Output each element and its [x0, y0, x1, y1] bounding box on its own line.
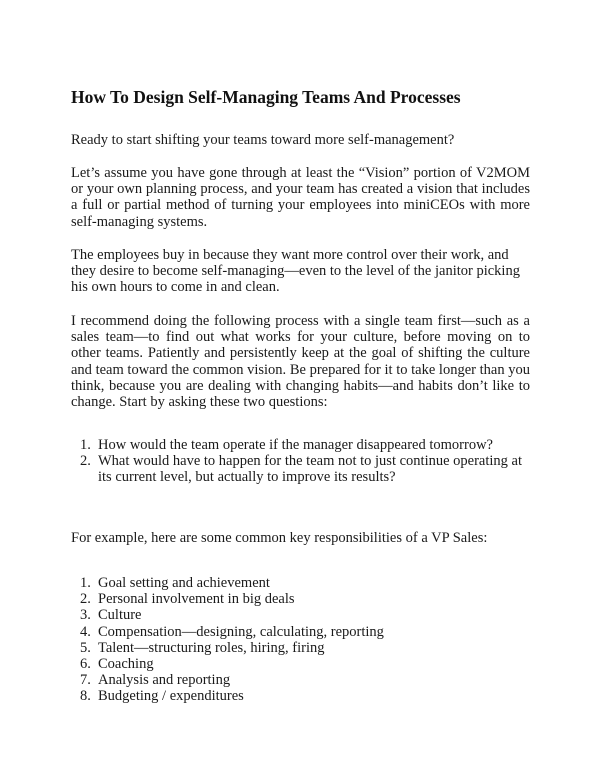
list-item: [71, 437, 533, 453]
list-item-number: 1.: [80, 575, 91, 591]
vision-paragraph: Let’s assume you have gone through at least the “Vision” portion of V2MOM or your own planning process, and your team has created a vision that includes a full or partial method of turning your employees into miniCEOs with more self-managing systems.: [71, 165, 530, 230]
list-item: [71, 624, 533, 640]
intro-paragraph: Ready to start shifting your teams toward more self-management?: [71, 132, 455, 148]
list-item-text: What would have to happen for the team not to just continue operating at its current level, but actually to improve its results?: [98, 453, 523, 486]
list-item-text: Analysis and reporting: [98, 672, 231, 689]
list-item-number: 7.: [80, 672, 91, 689]
list-item-text: Budgeting / expenditures: [98, 688, 244, 705]
list-item: [71, 688, 533, 704]
list-item-text: Compensation—designing, calculating, reporting: [98, 623, 384, 640]
list-item: [71, 672, 533, 688]
list-item: [71, 656, 533, 672]
list-item-number: 4.: [80, 623, 91, 640]
document-title: How To Design Self-Managing Teams And Processes: [71, 87, 461, 107]
list-item-text: Coaching: [98, 656, 154, 673]
questions-list: [71, 437, 533, 486]
process-paragraph: I recommend doing the following process with a single team first—such as a sales team—to find out what works for your culture, before moving on to other teams. Patiently and persistently keep at the goal of shifting the culture and team toward the common vision. Be prepared for it to take longer than you think, because you are dealing with changing habits—and habits don’t like to change. Start by asking these two questions:: [71, 313, 530, 411]
list-item-number: 2.: [80, 453, 91, 470]
list-item: [71, 640, 533, 656]
list-item-text: Goal setting and achievement: [98, 575, 270, 591]
list-item-number: 5.: [80, 639, 91, 656]
buy-in-paragraph: The employees buy in because they want more control over their work, and they desire to become self-managing—even to the level of the janitor picking his own hours to come in and clean.: [71, 247, 520, 296]
list-item-text: Culture: [98, 607, 142, 624]
list-item-number: 3.: [80, 607, 91, 624]
list-item-text: Talent—structuring roles, hiring, firing: [98, 639, 325, 656]
list-item: [71, 575, 533, 591]
responsibilities-list: [71, 575, 533, 705]
list-item: [71, 607, 533, 623]
list-item-number: 6.: [80, 656, 91, 673]
list-item-number: 1.: [80, 437, 91, 453]
list-item: [71, 453, 533, 485]
list-item-number: 8.: [80, 688, 91, 705]
example-paragraph: For example, here are some common key responsibilities of a VP Sales:: [71, 530, 488, 546]
list-item: [71, 591, 533, 607]
list-item-number: 2.: [80, 591, 91, 608]
list-item-text: How would the team operate if the manager disappeared tomorrow?: [98, 437, 493, 453]
list-item-text: Personal involvement in big deals: [98, 591, 295, 608]
